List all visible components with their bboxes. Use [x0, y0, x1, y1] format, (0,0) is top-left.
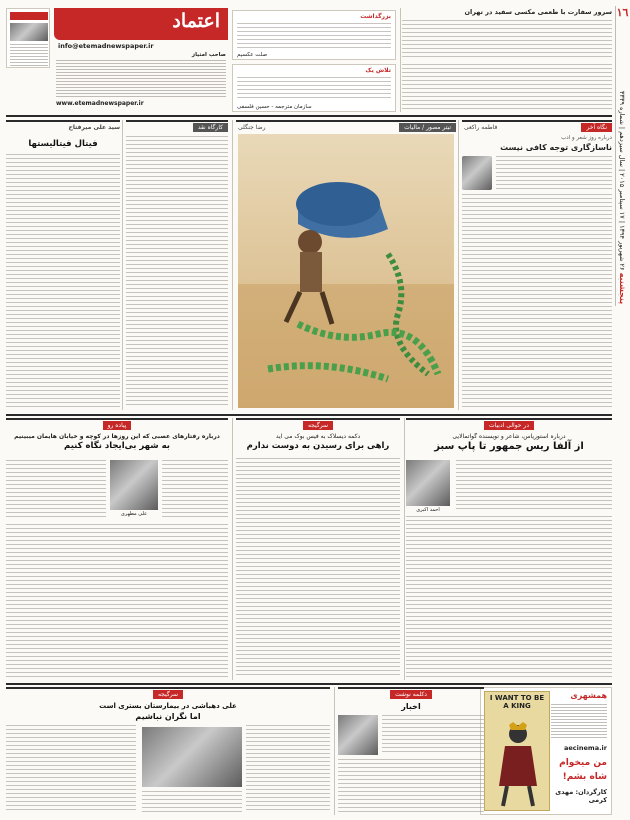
- date-bar: [615, 6, 630, 306]
- section-tag-facebook: سرگیجه: [303, 421, 333, 430]
- ad-url[interactable]: aecinema.ir: [564, 744, 607, 752]
- news-photo: [338, 715, 378, 755]
- box2-title: تلاش یک: [365, 67, 391, 74]
- imprint-label: صاحب امتیاز: [191, 52, 226, 58]
- section-tag-sidewalk: پیاده رو: [103, 421, 132, 430]
- column-kicker: درباره روز شعر و ادب: [561, 135, 612, 141]
- facebook-text: [236, 458, 400, 678]
- literature-photo-caption: احمد اکبری: [416, 507, 440, 513]
- ad-line1: من میخوام: [559, 758, 607, 768]
- ad-credit: کارگردان: مهدی کرمی: [555, 788, 607, 804]
- dehbashi-text-c: [142, 791, 242, 813]
- ad-line2: شاه بشم!: [562, 772, 607, 782]
- column-text-a: [496, 156, 612, 190]
- mirfattah-text: [6, 154, 120, 408]
- section-tag-kargah: کارگاه نقد: [193, 123, 228, 132]
- cartoon-image: [238, 134, 454, 408]
- date-vertical-text: [617, 24, 628, 304]
- masthead-logo: اعتماد: [172, 10, 220, 32]
- column-literature: [406, 418, 612, 680]
- column-title-mirfattah: فیتال فیتالیستها: [28, 139, 98, 149]
- top-news-title: سرور سفارت با طعمی مکسی سفید در تهران: [464, 8, 612, 16]
- ad-brand: همشهری: [570, 691, 607, 700]
- column-facebook: [236, 418, 400, 680]
- page-number-icon: ١٦: [616, 6, 629, 19]
- column-sidewalk: [6, 418, 228, 680]
- cartoon-tag: تیتر مصور / مالیات: [399, 123, 456, 132]
- sidewalk-photo: [110, 460, 158, 510]
- imprint-text: [56, 60, 226, 98]
- column-author: فاطمه راکعی: [464, 124, 498, 131]
- day-name: پنجشنبه: [618, 272, 627, 304]
- section-tag-dehbashi: سرگیجه: [153, 690, 183, 699]
- literature-text-b: [406, 516, 612, 678]
- column-news: [338, 687, 484, 815]
- top-center-box: [232, 10, 396, 60]
- top-news-text-1: [402, 20, 612, 60]
- box2-signature: سازمان مترجمه - حسین فلسفی: [237, 104, 312, 110]
- masthead-banner: [54, 8, 228, 40]
- masthead: [6, 8, 228, 112]
- masthead-website: www.etemadnewspaper.ir: [56, 100, 144, 107]
- column-negah-akhar: [462, 120, 612, 410]
- ad-text: [551, 704, 607, 738]
- news-title: اخبار: [401, 702, 421, 711]
- column-dehbashi: [6, 687, 330, 815]
- poster-figure-icon: [493, 722, 543, 808]
- box2-text: [237, 77, 391, 101]
- cinema-ad[interactable]: [480, 687, 612, 815]
- box-title: بزرگداشت: [360, 13, 391, 20]
- column-mirfattah: [6, 120, 120, 410]
- author-photo: [462, 156, 492, 190]
- box-signature: صلت عکسیم: [237, 52, 268, 58]
- sidewalk-text-a: [162, 460, 228, 520]
- masthead-email: info@etemadnewspaper.ir: [58, 42, 154, 50]
- literature-text-a: [456, 460, 612, 512]
- dehbashi-text-b: [6, 725, 136, 813]
- facebook-title: راهی برای رسیدن به دوست ندارم: [246, 441, 390, 451]
- literature-photo: [406, 460, 450, 506]
- sidewalk-text-c: [6, 524, 228, 678]
- section-tag-news: دکلمه نوشت: [390, 690, 432, 699]
- sidewalk-photo-caption: علی مطهری: [120, 511, 148, 517]
- box-text: [237, 23, 391, 51]
- top-news-column: [402, 8, 612, 112]
- dehbashi-kicker: علی دهباشی در بیمارستان بستری است: [99, 702, 237, 710]
- news-text-a: [382, 715, 484, 755]
- news-text-b: [338, 759, 484, 813]
- sidewalk-title: به شهر بی‌ایجاد نگاه کنیم: [64, 441, 170, 451]
- top-center-box-2: [232, 64, 396, 112]
- column-title: ناسازگاری توجه کافی نیست: [500, 143, 612, 152]
- facebook-kicker: دکمه دیسلاک به فیس بوک می آید: [275, 433, 361, 440]
- section-tag: نگاه آخر: [581, 123, 612, 132]
- column-text-b: [462, 194, 612, 408]
- kargah-text: [126, 136, 228, 408]
- column-author-mirfattah: سید علی میرفتاح: [68, 124, 120, 131]
- ad-poster: [484, 691, 550, 811]
- sidewalk-text-b: [6, 460, 106, 520]
- dehbashi-title: اما نگران نباشیم: [135, 712, 201, 721]
- date-line: ۲۶ شهریور ۱۳۹۴ | ۱۷ سپتامبر ۲۰۱۵ | سال سیزدهم | شماره ۳۳۳۹: [618, 90, 626, 271]
- top-news-text-2: [402, 64, 612, 110]
- poster-title: I WANT TO BE A KING: [489, 694, 545, 710]
- column-kargah: [126, 120, 228, 410]
- cartoon-column: [236, 120, 456, 410]
- cartoon-author: رضا جنگلی: [238, 124, 266, 131]
- literature-kicker: درباره استوریاس، شاعر و نویسنده گواتمالایی: [452, 433, 566, 440]
- dehbashi-text-a: [246, 725, 330, 813]
- literature-title: از آلفا ریس جمهور تا پاپ سبز: [434, 441, 584, 452]
- dehbashi-photo: [142, 727, 242, 787]
- masthead-mini-cover: [6, 8, 50, 68]
- sidewalk-kicker: درباره رفتارهای عصبی که این روزها در کوچه و خیابان هایمان میبینیم: [14, 433, 220, 440]
- section-tag-literature: در حوالی ادبیات: [484, 421, 534, 430]
